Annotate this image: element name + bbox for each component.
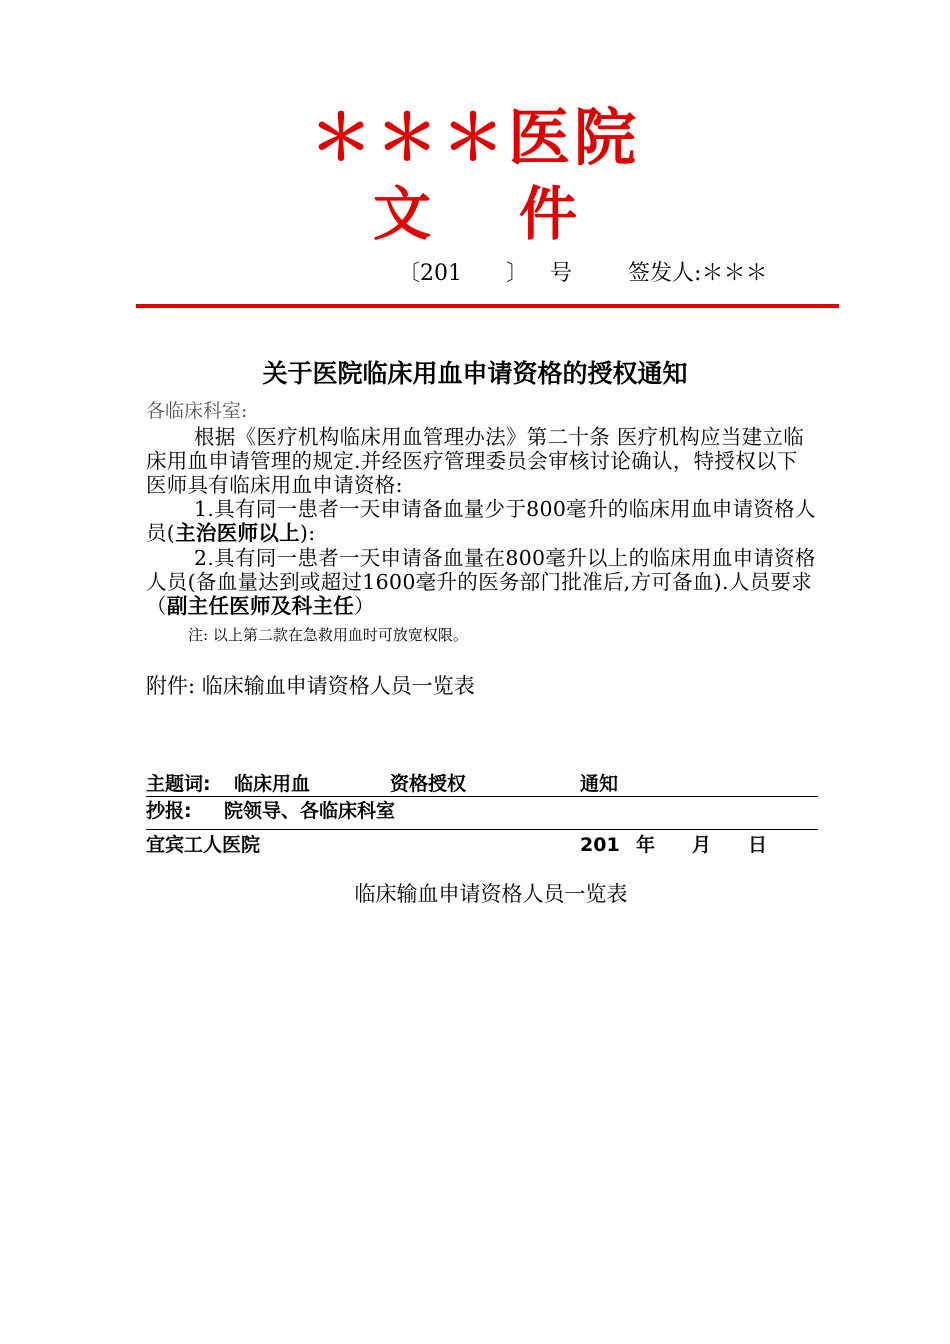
item1-text: 1.具有同一患者一天申请备血量少于800毫升的临床用血申请资格人员( (146, 497, 816, 545)
keyword-1: 临床用血 (234, 773, 311, 795)
subtitle-char-jian: 件 (519, 180, 578, 248)
item2-text: 2.具有同一患者一天申请备血量在800毫升以上的临床用血申请资格人员(备血量达到或超过1600毫升的医务部门批准后,方可备血).人员要求（ (146, 546, 816, 618)
issuer-org: 宜宾工人医院 (146, 834, 261, 856)
red-header-rule (136, 304, 839, 308)
item1-bold: 主治医师以上 (175, 521, 300, 545)
document-header-title: ＊＊＊医院 (309, 101, 640, 174)
salutation: 各临床科室: (146, 400, 248, 422)
document-number-line (398, 258, 767, 290)
attachment-line: 附件: 临床输血申请资格人员一览表 (146, 674, 475, 698)
attachment-list-title: 临床输血申请资格人员一览表 (354, 882, 628, 906)
doc-number-suffix: 号 (550, 261, 573, 286)
date-year: 201 (580, 834, 620, 856)
doc-number-close: 〕 (506, 261, 529, 286)
item2-bold: 副主任医师及科主任 (166, 594, 355, 618)
item2-end: ） (354, 594, 375, 618)
footer-divider-1 (146, 796, 818, 797)
footer-divider-2 (146, 829, 818, 830)
keyword-3: 通知 (580, 773, 619, 795)
note: 注: 以上第二款在急救用血时可放宽权限。 (188, 626, 468, 644)
keywords-label: 主题词: (146, 773, 211, 795)
date-day-char: 日 (748, 834, 768, 856)
keyword-2: 资格授权 (390, 773, 467, 795)
date-year-char: 年 (636, 834, 656, 856)
item1-end: ): (299, 521, 316, 545)
cc-value: 院领导、各临床科室 (224, 800, 396, 822)
cc-label: 抄报: (146, 800, 192, 822)
signer-label: 签发人:＊＊＊ (628, 261, 768, 286)
date-month-char: 月 (692, 834, 712, 856)
paragraph-item-1 (146, 497, 818, 545)
document-header-subtitle (0, 178, 950, 250)
subtitle-char-wen: 文 (372, 180, 431, 248)
notice-title: 关于医院临床用血申请资格的授权通知 (262, 359, 688, 388)
doc-number-open: 〔201 (398, 261, 462, 286)
paragraph-intro: 根据《医疗机构临床用血管理办法》第二十条 医疗机构应当建立临床用血申请管理的规定.并经医疗管理委员会审核讨论确认，特授权以下医师具有临床用血申请资格: (146, 425, 805, 497)
paragraph-item-2 (146, 546, 818, 618)
